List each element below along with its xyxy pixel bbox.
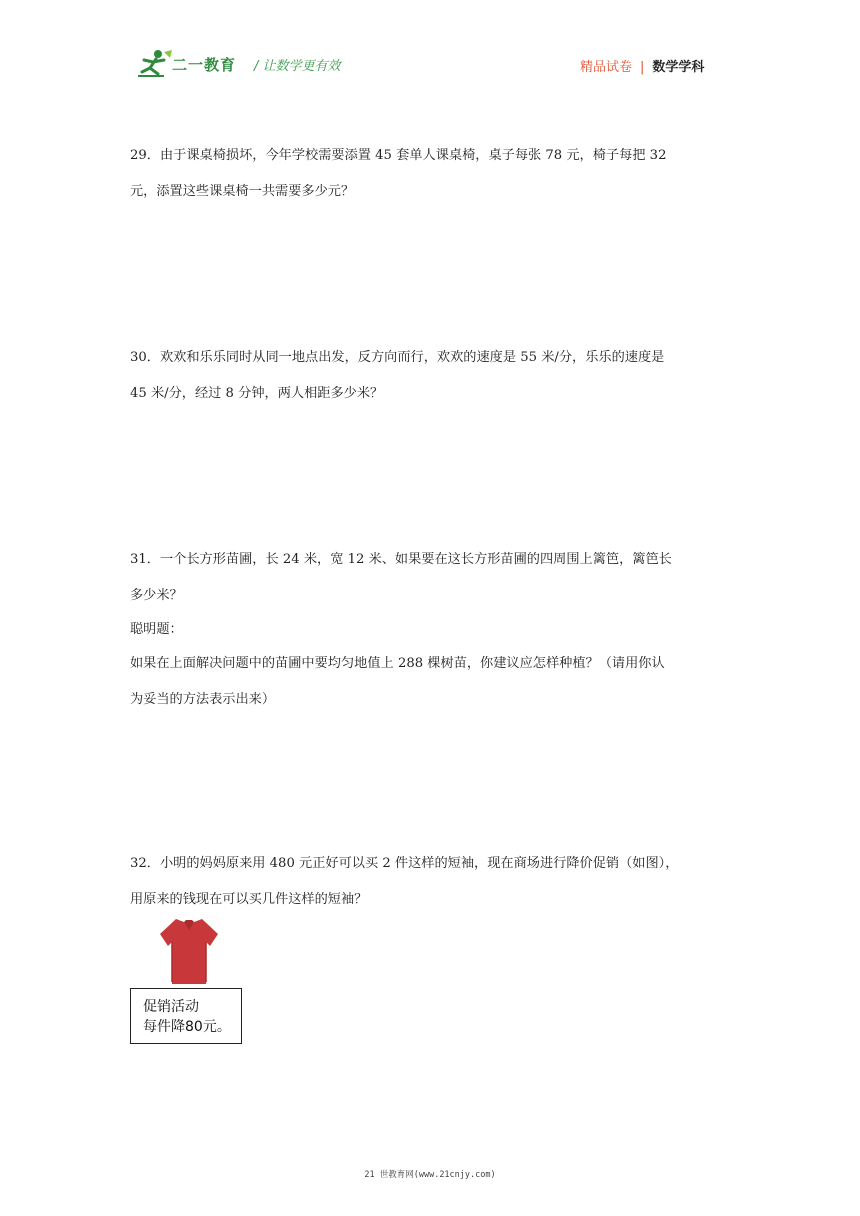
brand-slogan: / 让数学更有效	[254, 59, 341, 74]
question-32	[130, 846, 732, 918]
question-29	[130, 138, 732, 210]
question-text: 29．由于课桌椅损坏，今年学校需要添置 45 套单人课桌椅，桌子每张 78 元，椅子每把 32	[130, 148, 667, 163]
header-right	[580, 56, 704, 75]
brand-name: 二一教育	[172, 56, 237, 74]
question-text: 32．小明的妈妈原来用 480 元正好可以买 2 件这样的短袖，现在商场进行降价促销（如图），	[130, 856, 679, 871]
question-subheading: 聪明题：	[130, 622, 183, 637]
subject-label: 数学学科	[652, 60, 705, 75]
shirt-icon	[156, 916, 222, 986]
question-text: 元，添置这些课桌椅一共需要多少元？	[130, 184, 355, 199]
question-30	[130, 340, 732, 412]
header-separator: |	[640, 60, 645, 75]
question-text: 为妥当的方法表示出来）	[130, 692, 276, 707]
question-text: 31．一个长方形苗圃，长 24 米，宽 12 米、如果要在这长方形苗圃的四周围上篱笆，篱笆长	[130, 552, 672, 567]
page-footer: 21 世教育网(www.21cnjy.com)	[364, 1170, 496, 1180]
question-text: 45 米/分，经过 8 分钟，两人相距多少米？	[130, 386, 384, 401]
question-text: 用原来的钱现在可以买几件这样的短袖？	[130, 892, 368, 907]
promo-box	[130, 988, 242, 1044]
question-31	[130, 542, 732, 718]
promo-title: 促销活动	[143, 999, 199, 1015]
question-text: 多少米？	[130, 588, 183, 603]
promo-discount: 每件降80元。	[143, 1019, 231, 1035]
question-text: 如果在上面解决问题中的苗圃中要均匀地值上 288 棵树苗，你建议应怎样种植？（请用你认	[130, 656, 665, 671]
tag-label: 精品试卷	[580, 60, 633, 75]
question-text: 30．欢欢和乐乐同时从同一地点出发，反方向而行，欢欢的速度是 55 米/分，乐乐的速度是	[130, 350, 665, 365]
